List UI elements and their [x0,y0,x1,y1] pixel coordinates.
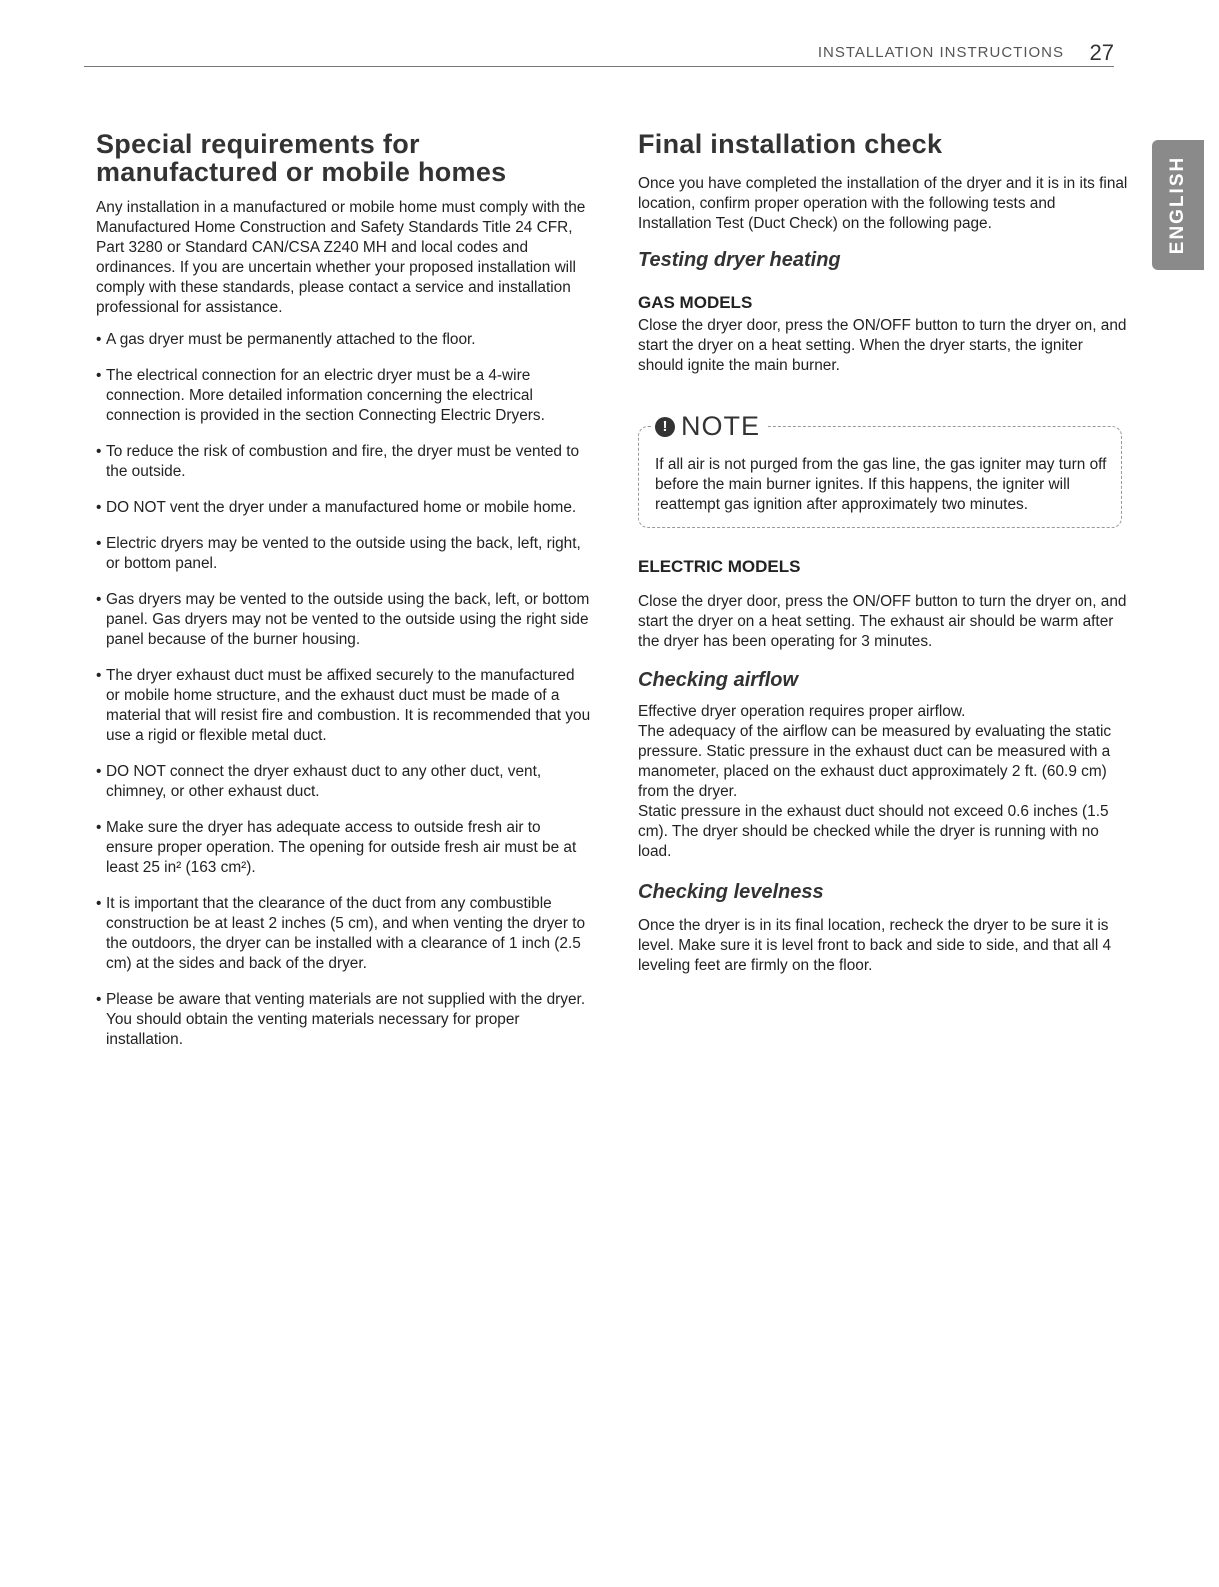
final-check-intro: Once you have completed the installation of the dryer and it is in its final location, confirm proper operation with the following tests and Installation Test (Duct Check) on the following page. [638,175,1128,232]
note-box [638,411,1122,528]
mobile-homes-title [96,130,591,186]
list-item: • DO NOT vent the dryer under a manufactured home or mobile home. [96,498,591,518]
language-label: ENGLISH [1167,155,1188,255]
warning-icon: ! [655,417,675,437]
note-text: If all air is not purged from the gas line, the gas igniter may turn off before the main burner ignites. If this happens, the igniter will reattempt gas ignition after approximately two minutes. [655,456,1107,513]
list-item: • The dryer exhaust duct must be affixed securely to the manufactured or mobile home structure, and the exhaust duct must be made of a material that will resist fire and combustion. It is recommended that you use a rigid or flexible metal duct. [96,666,591,746]
list-item: • It is important that the clearance of the duct from any combustible construction be at least 2 inches (5 cm), and when venting the dryer to the outdoors, the dryer can be installed with a clearance of 1 inch (2.5 cm) at the sides and back of the dryer. [96,894,591,974]
airflow-heading: Checking airflow [638,669,799,691]
section-title: INSTALLATION INSTRUCTIONS [817,44,1064,61]
page-number: 27 [1089,40,1114,65]
airflow-text [638,702,1128,862]
testing-heading: Testing dryer heating [638,249,841,271]
note-title: NOTE [681,411,761,441]
note-header [651,411,766,442]
language-tab [1152,140,1204,270]
mobile-homes-intro: Any installation in a manufactured or mobile home must comply with the Manufactured Home Construction and Safety Standards Title 24 CFR, Part 3280 or Standard CAN/CSA Z240 MH and local codes and ordinances. If you are uncertain whether your proposed installation will comply with these standards, please contact a service and installation professional for assistance. [96,199,586,316]
list-item: • Please be aware that venting materials are not supplied with the dryer. You should obtain the venting materials necessary for proper installation. [96,990,591,1050]
list-item: • To reduce the risk of combustion and fire, the dryer must be vented to the outside. [96,442,591,482]
electric-models-text: Close the dryer door, press the ON/OFF button to turn the dryer on, and start the dryer on a heat setting. The exhaust air should be warm after the dryer has been operating for 3 minutes. [638,593,1127,650]
title-line-2: manufactured or mobile homes [96,157,507,187]
airflow-line: The adequacy of the airflow can be measured by evaluating the static pressure. Static pressure in the exhaust duct can be measured with a manometer, placed on the exhaust duct approximately 2 ft. (60.9 cm) from the dryer. [638,723,1112,800]
gas-models-heading: GAS MODELS [638,293,753,312]
list-item: • A gas dryer must be permanently attached to the floor. [96,330,591,350]
list-item: • The electrical connection for an electric dryer must be a 4-wire connection. More detailed information concerning the electrical connection is provided in the section Connecting Electric Dryers. [96,366,591,426]
gas-models-text: Close the dryer door, press the ON/OFF button to turn the dryer on, and start the dryer on a heat setting. When the dryer starts, the igniter should ignite the main burner. [638,317,1127,374]
list-item: • Make sure the dryer has adequate access to outside fresh air to ensure proper operation. The opening for outside fresh air must be at least 25 in² (163 cm²). [96,818,591,878]
final-check-title: Final installation check [638,129,943,159]
list-item: • Electric dryers may be vented to the outside using the back, left, right, or bottom panel. [96,534,591,574]
list-item: • Gas dryers may be vented to the outside using the back, left, or bottom panel. Gas dryers may not be vented to the outside using the right side panel because of the burner housing. [96,590,591,650]
levelness-heading: Checking levelness [638,881,824,903]
requirements-list [96,330,591,1050]
electric-models-heading: ELECTRIC MODELS [638,557,801,576]
airflow-line: Static pressure in the exhaust duct should not exceed 0.6 inches (1.5 cm). The dryer should be checked while the dryer is running with no load. [638,803,1109,860]
left-column [96,130,591,1066]
airflow-line: Effective dryer operation requires proper airflow. [638,703,966,720]
list-item: • DO NOT connect the dryer exhaust duct to any other duct, vent, chimney, or other exhaust duct. [96,762,591,802]
title-line-1: Special requirements for [96,129,420,159]
page-header [84,40,1114,67]
levelness-text: Once the dryer is in its final location, recheck the dryer to be sure it is level. Make sure it is level front to back and side to side, and that all 4 leveling feet are firmly on the floor. [638,917,1112,974]
right-column [638,130,1128,976]
